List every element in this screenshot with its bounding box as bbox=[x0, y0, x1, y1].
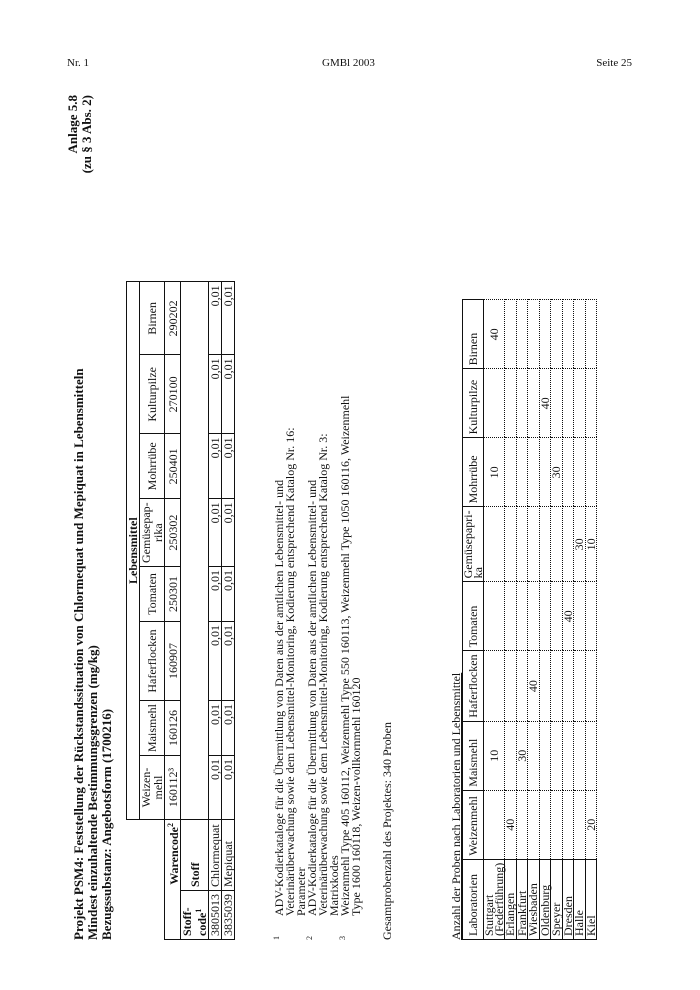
page-header-right: Seite 25 bbox=[596, 57, 632, 69]
count-cell bbox=[539, 651, 551, 721]
warencode-cell: 270100 bbox=[165, 355, 181, 434]
count-cell bbox=[585, 721, 597, 790]
total-samples: Gesamtprobenzahl des Projektes: 340 Proben bbox=[380, 722, 394, 940]
page-header-left: Nr. 1 bbox=[67, 57, 89, 69]
count-cell bbox=[562, 369, 574, 438]
value-cell: 0,01 bbox=[209, 567, 222, 622]
count-cell bbox=[539, 300, 551, 369]
food-header: Mohrrübe bbox=[140, 434, 165, 499]
column-header: Mohrrübe bbox=[463, 438, 484, 507]
count-cell bbox=[505, 582, 517, 651]
count-cell bbox=[574, 651, 586, 721]
value-cell: 0,01 bbox=[222, 355, 235, 434]
count-cell bbox=[551, 721, 563, 790]
count-cell bbox=[551, 790, 563, 859]
lab-name-cell: Erlangen bbox=[505, 859, 517, 939]
count-cell bbox=[539, 582, 551, 651]
count-cell: 30 bbox=[516, 721, 528, 790]
count-cell bbox=[528, 507, 540, 582]
table-row bbox=[209, 282, 222, 940]
count-cell bbox=[516, 438, 528, 507]
count-cell bbox=[484, 651, 505, 721]
food-header: Tomaten bbox=[140, 567, 165, 622]
warencode-cell: 160907 bbox=[165, 622, 181, 701]
document-title bbox=[72, 368, 114, 940]
count-cell bbox=[551, 507, 563, 582]
footnote: 1 ADV-Kodierkataloge für die Übermittlung von Daten aus der amtlichen Lebensmittel- und Veterinärüberwachung sowie dem Lebensmittel-Monitoring, Kodierung entsprechend Katalog Nr. 16: Parameter bbox=[272, 427, 308, 940]
count-cell bbox=[574, 369, 586, 438]
annex-reference: (zu § 3 Abs. 2) bbox=[79, 95, 94, 174]
warencode-cell: 160112³ bbox=[165, 756, 181, 820]
lab-name-cell: Kiel bbox=[585, 859, 597, 939]
count-cell bbox=[551, 369, 563, 438]
group-header-lebensmittel: Lebensmittel bbox=[127, 282, 140, 820]
annex-label bbox=[66, 95, 94, 173]
count-cell bbox=[505, 369, 517, 438]
warencode-cell: 250302 bbox=[165, 499, 181, 567]
value-cell: 0,01 bbox=[209, 355, 222, 434]
page-header-center: GMBl 2003 bbox=[322, 57, 375, 69]
count-cell: 10 bbox=[484, 438, 505, 507]
warencode-cell: 290202 bbox=[165, 282, 181, 355]
count-cell bbox=[528, 790, 540, 859]
annex-number: Anlage 5.8 bbox=[65, 95, 80, 154]
count-cell bbox=[585, 651, 597, 721]
stoff-cell: Mepiquat bbox=[222, 820, 235, 891]
count-cell: 30 bbox=[574, 507, 586, 582]
count-cell bbox=[484, 369, 505, 438]
lab-name-cell: Speyer bbox=[551, 859, 563, 939]
column-header: Maismehl bbox=[463, 721, 484, 790]
table-header-row bbox=[463, 300, 484, 940]
count-cell: 40 bbox=[539, 369, 551, 438]
count-cell: 30 bbox=[551, 438, 563, 507]
count-cell: 10 bbox=[585, 507, 597, 582]
warencode-cell: 250401 bbox=[165, 434, 181, 499]
lab-name-cell: Halle bbox=[574, 859, 586, 939]
count-cell bbox=[516, 300, 528, 369]
title-line-1: Projekt PSM4: Feststellung der Rückstandssituation von Chlormequat und Mepiquat in Lebensmitteln bbox=[71, 368, 86, 940]
count-cell bbox=[585, 438, 597, 507]
count-cell: 20 bbox=[585, 790, 597, 859]
title-line-2: Mindest einzuhaltende Bestimmungsgrenzen (mg/kg) bbox=[85, 645, 100, 940]
count-cell bbox=[505, 651, 517, 721]
value-cell: 0,01 bbox=[222, 567, 235, 622]
count-cell: 40 bbox=[505, 790, 517, 859]
food-header: Birnen bbox=[140, 282, 165, 355]
table-row bbox=[562, 300, 574, 940]
warencode-header: Warencode$^2$ bbox=[165, 820, 181, 940]
value-cell: 0,01 bbox=[222, 756, 235, 820]
count-cell: 40 bbox=[562, 582, 574, 651]
column-header: Kulturpilze bbox=[463, 369, 484, 438]
table-row bbox=[516, 300, 528, 940]
count-cell bbox=[539, 790, 551, 859]
value-cell: 0,01 bbox=[222, 701, 235, 756]
count-cell bbox=[551, 651, 563, 721]
count-cell bbox=[574, 582, 586, 651]
column-header: Gemüsepapri-ka bbox=[463, 507, 484, 582]
count-cell bbox=[562, 300, 574, 369]
table-row bbox=[528, 300, 540, 940]
food-header: Gemüsepap-rika bbox=[140, 499, 165, 567]
stoff-cell: Chlormequat bbox=[209, 820, 222, 891]
count-cell: 10 bbox=[484, 721, 505, 790]
table-row bbox=[484, 300, 505, 940]
count-cell bbox=[516, 369, 528, 438]
count-cell bbox=[528, 438, 540, 507]
column-header: Laboratorien bbox=[463, 859, 484, 939]
value-cell: 0,01 bbox=[209, 499, 222, 567]
lab-name-cell: Dresden bbox=[562, 859, 574, 939]
footnote: 2 ADV-Kodierkataloge für die Übermittlung von Daten aus der amtlichen Lebensmittel- und Veterinärüberwachung sowie dem Lebensmittel-Monitoring, Kodierung entsprechend Katalog Nr. 3: Matrixkodes bbox=[305, 433, 341, 940]
value-cell: 0,01 bbox=[209, 756, 222, 820]
food-header: Haferflocken bbox=[140, 622, 165, 701]
table-row bbox=[539, 300, 551, 940]
stoffcode-cell: 3805013 bbox=[209, 891, 222, 940]
lab-name-cell: Frankfurt bbox=[516, 859, 528, 939]
count-cell: 40 bbox=[484, 300, 505, 369]
lab-name-cell: Stuttgart (Federführung) bbox=[484, 859, 505, 939]
rotated-landscape-content bbox=[66, 95, 631, 940]
count-cell bbox=[528, 582, 540, 651]
warencode-cell: 250301 bbox=[165, 567, 181, 622]
count-cell bbox=[516, 790, 528, 859]
count-cell bbox=[574, 438, 586, 507]
count-cell bbox=[505, 300, 517, 369]
value-cell: 0,01 bbox=[222, 499, 235, 567]
footnote: 3 Weizenmehl Type 405 160112, Weizenmehl Type 550 160113, Weizenmehl Type 1050 160116, Weizenmehl Type 1600 160118, Weizen-vollkornmehl 160120 bbox=[338, 395, 363, 940]
stoffcode-header: Stoff-code$^1$ bbox=[181, 891, 209, 940]
count-cell bbox=[562, 651, 574, 721]
stoffcode-cell: 3835039 bbox=[222, 891, 235, 940]
table-row bbox=[585, 300, 597, 940]
table-row bbox=[505, 300, 517, 940]
value-cell: 0,01 bbox=[209, 282, 222, 355]
food-header: Weizen-mehl bbox=[140, 756, 165, 820]
column-header: Haferflocken bbox=[463, 651, 484, 721]
count-cell bbox=[484, 790, 505, 859]
count-cell bbox=[505, 507, 517, 582]
value-cell: 0,01 bbox=[209, 701, 222, 756]
stoff-header: Stoff bbox=[181, 820, 209, 891]
count-cell bbox=[528, 721, 540, 790]
food-header: Maismehl bbox=[140, 701, 165, 756]
title-line-3: Bezugssubstanz: Angebotsform (1700216) bbox=[99, 708, 114, 940]
value-cell: 0,01 bbox=[222, 282, 235, 355]
count-cell bbox=[585, 582, 597, 651]
table-row bbox=[574, 300, 586, 940]
count-cell bbox=[562, 721, 574, 790]
column-header: Birnen bbox=[463, 300, 484, 369]
count-cell bbox=[562, 790, 574, 859]
detection-limits-table bbox=[126, 281, 235, 940]
count-cell bbox=[505, 438, 517, 507]
count-cell bbox=[516, 582, 528, 651]
footnotes bbox=[274, 380, 362, 940]
count-cell: 40 bbox=[528, 651, 540, 721]
value-cell: 0,01 bbox=[222, 622, 235, 701]
value-cell: 0,01 bbox=[222, 434, 235, 499]
lab-name-cell: Wiesbaden bbox=[528, 859, 540, 939]
value-cell: 0,01 bbox=[209, 622, 222, 701]
count-cell bbox=[585, 369, 597, 438]
column-header: Tomaten bbox=[463, 582, 484, 651]
count-cell bbox=[585, 300, 597, 369]
table-row bbox=[222, 282, 235, 940]
count-cell bbox=[562, 438, 574, 507]
food-header: Kulturpilze bbox=[140, 355, 165, 434]
count-cell bbox=[516, 507, 528, 582]
count-cell bbox=[574, 721, 586, 790]
lab-name-cell: Oldenburg bbox=[539, 859, 551, 939]
count-cell bbox=[539, 721, 551, 790]
count-cell bbox=[539, 507, 551, 582]
count-cell bbox=[551, 300, 563, 369]
samples-table-title: Anzahl der Proben nach Laboratorien und Lebensmittel bbox=[449, 672, 463, 940]
value-cell: 0,01 bbox=[209, 434, 222, 499]
count-cell bbox=[528, 300, 540, 369]
count-cell bbox=[574, 300, 586, 369]
samples-table bbox=[462, 299, 597, 940]
count-cell bbox=[484, 507, 505, 582]
count-cell bbox=[484, 582, 505, 651]
warencode-cell: 160126 bbox=[165, 701, 181, 756]
column-header: Weizenmehl bbox=[463, 790, 484, 859]
